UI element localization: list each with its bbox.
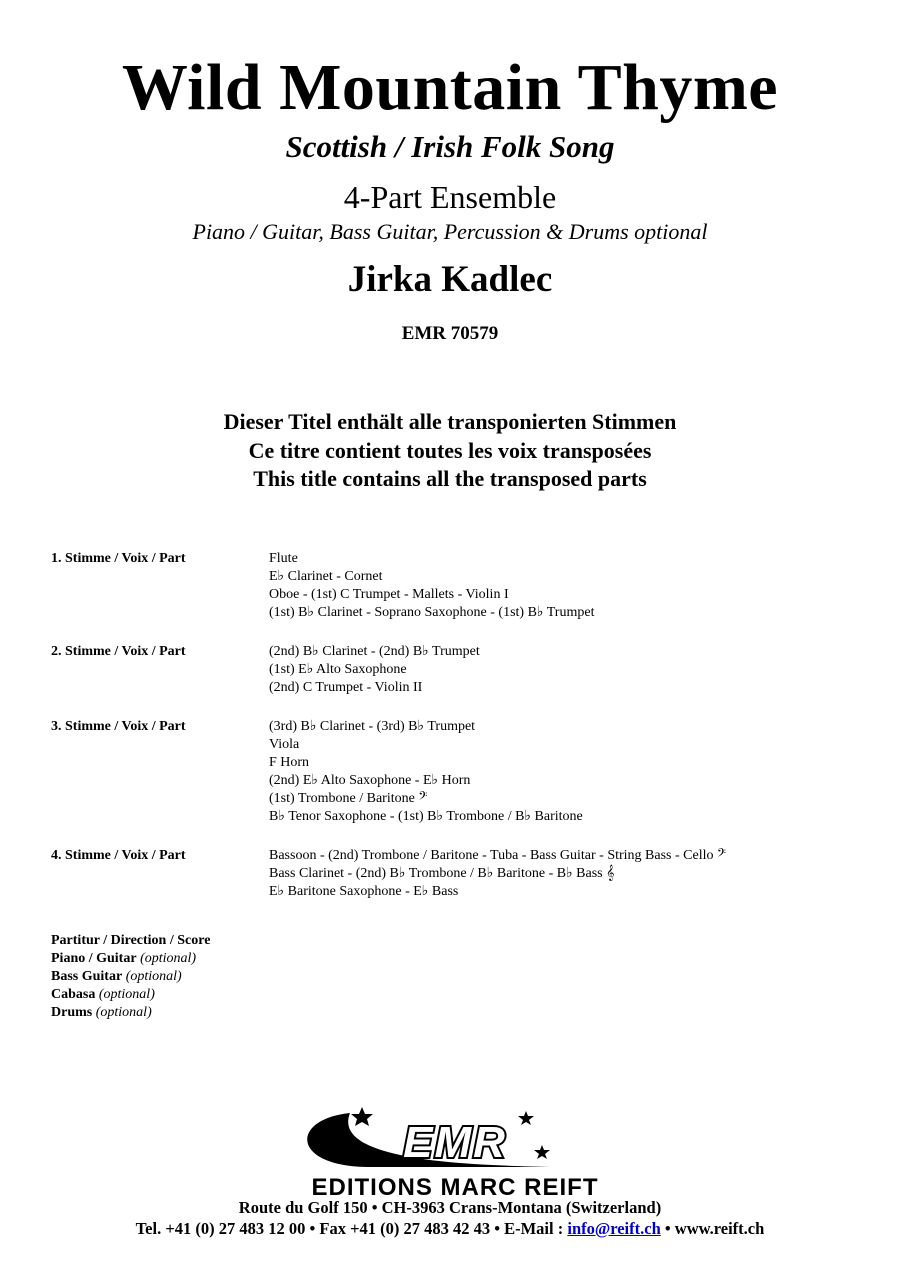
- part-label: 3. Stimme / Voix / Part: [51, 719, 186, 734]
- instrument-line: (2nd) E♭ Alto Saxophone - E♭ Horn: [269, 773, 471, 788]
- instrument-line: (1st) Trombone / Baritone 𝄢: [269, 791, 428, 806]
- instrument-line: (3rd) B♭ Clarinet - (3rd) B♭ Trumpet: [269, 719, 476, 734]
- extra-part-name: Partitur / Direction / Score: [51, 933, 211, 948]
- extra-part-name: Drums: [51, 1005, 93, 1020]
- instrument-line: Flute: [269, 551, 298, 566]
- extra-part-name: Cabasa: [51, 987, 96, 1002]
- instrument-line: (2nd) B♭ Clarinet - (2nd) B♭ Trumpet: [269, 644, 480, 659]
- extra-part-note: (optional): [98, 987, 155, 1002]
- part-instruments: [269, 550, 851, 622]
- instrument-line: (1st) E♭ Alto Saxophone: [269, 662, 407, 677]
- email-link[interactable]: info@reift.ch: [567, 1219, 661, 1238]
- part-group: [51, 718, 851, 826]
- publisher-address: Route du Golf 150 • CH-3963 Crans-Montana (Switzerland): [238, 1198, 662, 1217]
- part-group: [51, 643, 851, 697]
- extra-part-item: [51, 968, 210, 986]
- part-label: 4. Stimme / Voix / Part: [51, 848, 186, 863]
- publisher-logo: [250, 1105, 660, 1201]
- contact-suffix: • www.reift.ch: [660, 1219, 765, 1238]
- extra-part-item: [51, 1004, 210, 1022]
- transposed-parts-notice: [0, 408, 900, 494]
- extra-part-name: Bass Guitar: [51, 969, 123, 984]
- part-instruments: [269, 847, 851, 901]
- extra-part-name: Piano / Guitar: [51, 951, 137, 966]
- part-label: 2. Stimme / Voix / Part: [51, 644, 186, 659]
- part-instruments: [269, 718, 851, 826]
- instrumentation: Piano / Guitar, Bass Guitar, Percussion & Drums optional: [192, 219, 708, 244]
- extra-part-item: [51, 986, 210, 1004]
- page-title: Wild Mountain Thyme: [121, 51, 779, 124]
- publisher-name: EDITIONS MARC REIFT: [311, 1174, 599, 1201]
- contact-prefix: Tel. +41 (0) 27 483 12 00 • Fax +41 (0) 27 483 42 43 • E-Mail :: [135, 1219, 568, 1238]
- star-icon: [518, 1111, 534, 1125]
- ensemble-type: 4-Part Ensemble: [343, 179, 557, 215]
- instrument-line: Oboe - (1st) C Trumpet - Mallets - Violin I: [269, 587, 509, 602]
- instrument-line: (2nd) C Trumpet - Violin II: [269, 680, 423, 695]
- star-icon: [534, 1145, 550, 1159]
- extra-part-item: [51, 932, 210, 950]
- extra-part-note: (optional): [125, 969, 182, 984]
- composer-name: Jirka Kadlec: [347, 259, 553, 300]
- instrument-line: Viola: [269, 737, 300, 752]
- part-instruments: [269, 643, 851, 697]
- instrument-line: F Horn: [269, 755, 310, 770]
- extra-part-note: (optional): [95, 1005, 152, 1020]
- part-group: [51, 550, 851, 622]
- star-icon: [351, 1107, 373, 1126]
- instrument-line: Bassoon - (2nd) Trombone / Baritone - Tuba - Bass Guitar - String Bass - Cello 𝄢: [269, 848, 726, 863]
- part-group: [51, 847, 851, 901]
- extra-part-note: (optional): [140, 951, 197, 966]
- instrument-line: E♭ Baritone Saxophone - E♭ Bass: [269, 884, 459, 899]
- publisher-contact: [0, 1218, 900, 1239]
- instrument-line: (1st) B♭ Clarinet - Soprano Saxophone - (1st) B♭ Trumpet: [269, 605, 595, 620]
- notice-line-english: This title contains all the transposed parts: [253, 466, 647, 491]
- logo-emr-text: EMR: [403, 1118, 507, 1167]
- parts-list: [51, 550, 851, 922]
- extra-part-item: [51, 950, 210, 968]
- instrument-line: E♭ Clarinet - Cornet: [269, 569, 383, 584]
- subtitle: Scottish / Irish Folk Song: [285, 129, 615, 164]
- extra-parts-list: [51, 932, 210, 1022]
- notice-line-german: Dieser Titel enthält alle transponierten Stimmen: [223, 409, 677, 434]
- instrument-line: B♭ Tenor Saxophone - (1st) B♭ Trombone / B♭ Baritone: [269, 809, 583, 824]
- catalog-number: EMR 70579: [401, 323, 499, 344]
- notice-line-french: Ce titre contient toutes les voix transposées: [248, 437, 652, 463]
- part-label: 1. Stimme / Voix / Part: [51, 551, 186, 566]
- instrument-line: Bass Clarinet - (2nd) B♭ Trombone / B♭ Baritone - B♭ Bass 𝄞: [269, 866, 615, 881]
